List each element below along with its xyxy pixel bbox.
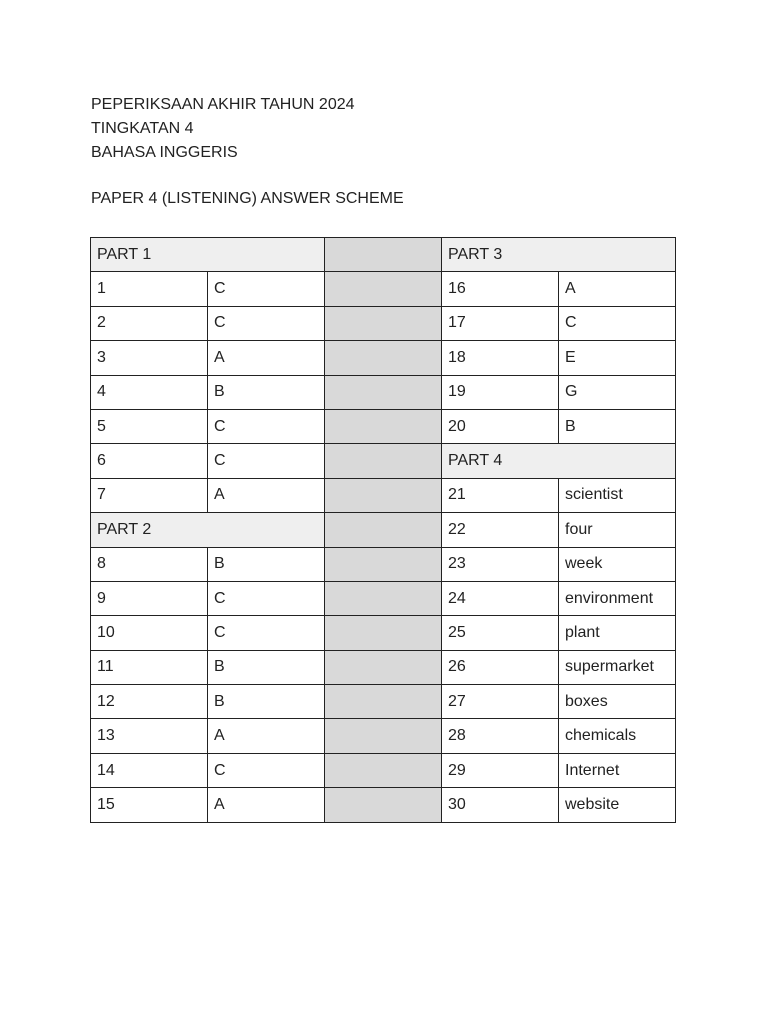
separator-column: [325, 650, 442, 684]
answer-cell: A: [208, 719, 325, 753]
part-heading: PART 2: [91, 513, 325, 547]
question-number: 3: [91, 341, 208, 375]
table-row: [91, 685, 676, 719]
part-heading: PART 3: [442, 238, 676, 272]
table-row: [91, 444, 676, 478]
separator-column: [325, 513, 442, 547]
question-number: 28: [442, 719, 559, 753]
answer-cell: website: [559, 788, 676, 822]
table-row: [91, 719, 676, 753]
part-heading: PART 1: [91, 238, 325, 272]
separator-column: [325, 409, 442, 443]
answer-cell: A: [208, 478, 325, 512]
separator-column: [325, 341, 442, 375]
answer-cell: C: [559, 306, 676, 340]
form-level: TINGKATAN 4: [91, 120, 194, 137]
answer-cell: supermarket: [559, 650, 676, 684]
table-row: [91, 753, 676, 787]
answer-cell: C: [208, 581, 325, 615]
separator-column: [325, 616, 442, 650]
table-row: [91, 238, 676, 272]
exam-title: PEPERIKSAAN AKHIR TAHUN 2024: [91, 96, 355, 113]
question-number: 15: [91, 788, 208, 822]
question-number: 5: [91, 409, 208, 443]
table-row: [91, 341, 676, 375]
answer-cell: B: [208, 650, 325, 684]
table-row: [91, 375, 676, 409]
answer-cell: C: [208, 409, 325, 443]
question-number: 22: [442, 513, 559, 547]
table-row: [91, 272, 676, 306]
question-number: 18: [442, 341, 559, 375]
question-number: 14: [91, 753, 208, 787]
table-row: [91, 409, 676, 443]
question-number: 11: [91, 650, 208, 684]
answer-cell: B: [208, 375, 325, 409]
separator-column: [325, 753, 442, 787]
separator-column: [325, 375, 442, 409]
separator-column: [325, 581, 442, 615]
separator-column: [325, 547, 442, 581]
answer-cell: chemicals: [559, 719, 676, 753]
separator-column: [325, 478, 442, 512]
answer-cell: A: [208, 788, 325, 822]
table-row: [91, 478, 676, 512]
table-row: [91, 616, 676, 650]
question-number: 4: [91, 375, 208, 409]
question-number: 29: [442, 753, 559, 787]
answer-cell: E: [559, 341, 676, 375]
answer-cell: B: [208, 685, 325, 719]
answer-cell: B: [208, 547, 325, 581]
answer-cell: C: [208, 616, 325, 650]
question-number: 20: [442, 409, 559, 443]
answer-cell: C: [208, 753, 325, 787]
subject-name: BAHASA INGGERIS: [91, 144, 238, 161]
answer-cell: B: [559, 409, 676, 443]
question-number: 10: [91, 616, 208, 650]
table-row: [91, 513, 676, 547]
answer-cell: A: [208, 341, 325, 375]
answer-cell: four: [559, 513, 676, 547]
table-row: [91, 650, 676, 684]
question-number: 6: [91, 444, 208, 478]
question-number: 8: [91, 547, 208, 581]
part-heading: PART 4: [442, 444, 676, 478]
answer-cell: environment: [559, 581, 676, 615]
answer-cell: week: [559, 547, 676, 581]
answer-cell: plant: [559, 616, 676, 650]
question-number: 2: [91, 306, 208, 340]
answer-cell: boxes: [559, 685, 676, 719]
table-row: [91, 547, 676, 581]
document-header: [91, 93, 355, 165]
question-number: 27: [442, 685, 559, 719]
separator-column: [325, 719, 442, 753]
table-row: [91, 788, 676, 822]
table-row: [91, 581, 676, 615]
question-number: 19: [442, 375, 559, 409]
question-number: 24: [442, 581, 559, 615]
answer-cell: C: [208, 306, 325, 340]
question-number: 23: [442, 547, 559, 581]
question-number: 26: [442, 650, 559, 684]
separator-column: [325, 306, 442, 340]
question-number: 25: [442, 616, 559, 650]
question-number: 9: [91, 581, 208, 615]
answer-cell: scientist: [559, 478, 676, 512]
question-number: 21: [442, 478, 559, 512]
question-number: 12: [91, 685, 208, 719]
answer-cell: A: [559, 272, 676, 306]
answer-cell: Internet: [559, 753, 676, 787]
answer-scheme-body: [91, 238, 676, 823]
question-number: 1: [91, 272, 208, 306]
answer-cell: C: [208, 444, 325, 478]
question-number: 7: [91, 478, 208, 512]
question-number: 17: [442, 306, 559, 340]
question-number: 16: [442, 272, 559, 306]
separator-column: [325, 272, 442, 306]
separator-column: [325, 788, 442, 822]
separator-column: [325, 685, 442, 719]
separator-column: [325, 238, 442, 272]
table-row: [91, 306, 676, 340]
question-number: 13: [91, 719, 208, 753]
answer-cell: C: [208, 272, 325, 306]
question-number: 30: [442, 788, 559, 822]
answer-scheme-title: PAPER 4 (LISTENING) ANSWER SCHEME: [91, 190, 404, 207]
answer-cell: G: [559, 375, 676, 409]
separator-column: [325, 444, 442, 478]
answer-scheme-table: [90, 237, 676, 823]
